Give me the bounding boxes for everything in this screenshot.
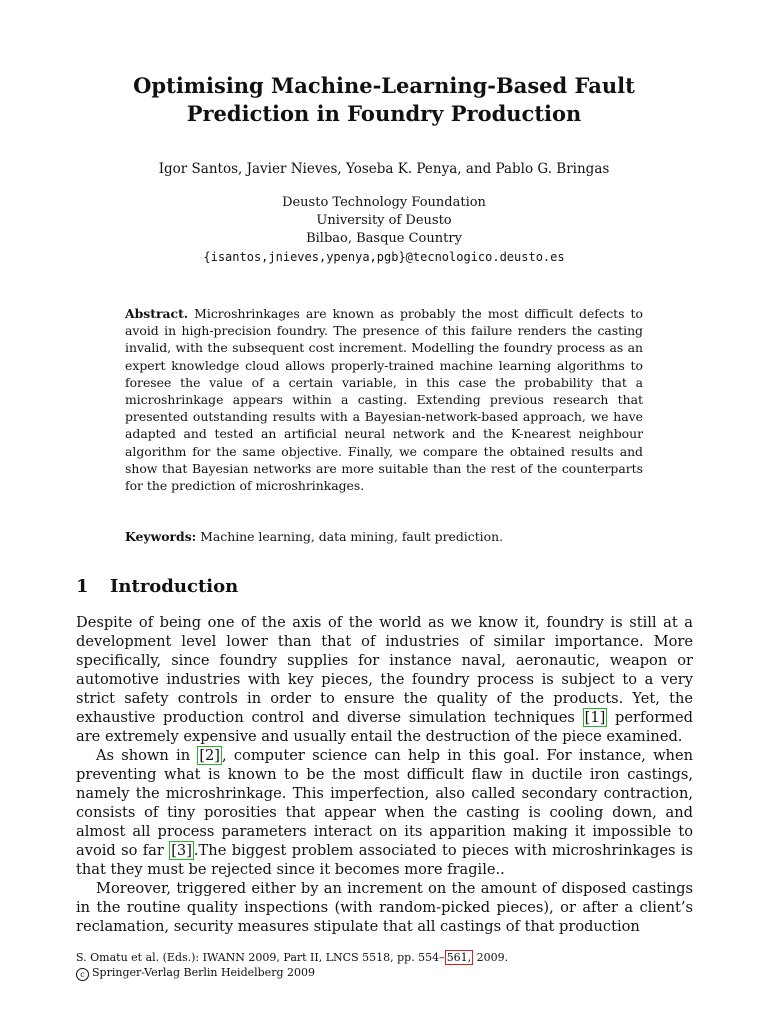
citation-line — [76, 950, 693, 965]
title-line-1: Optimising Machine-Learning-Based Fault — [133, 73, 635, 98]
section-title: Introduction — [110, 576, 239, 597]
page-footer — [76, 950, 693, 981]
citation-text: S. Omatu et al. (Eds.): IWANN 2009, Part II, LNCS 5518, pp. 554– — [76, 951, 445, 964]
paragraph-2 — [76, 746, 693, 879]
author-emails: {isantos,jnieves,ypenya,pgb}@tecnologico.deusto.es — [203, 250, 565, 264]
abstract-text: Microshrinkages are known as probably the most difficult defects to avoid in high-precision foundry. The presence of this failure renders the casting invalid, with the subsequent cost increment. Modelling the foundry process as an expert knowledge cloud allows properly-trained machine learning algorithms to foresee the value of a certain variable, in this case the probability that a microshrinkage appears within a casting. Extending previous research that presented outstanding results with a Bayesian-network-based approach, we have adapted and tested an artificial neural network and the K-nearest neighbour algorithm for the same objective. Finally, we compare the obtained results and show that Bayesian networks are more suitable than the rest of the counterparts for the prediction of microshrinkages. — [125, 306, 643, 494]
paragraph-1-text-a: Despite of being one of the axis of the world as we know it, foundry is still at a development level lower than that of industries of similar importance. More specifically, since foundry supplies for instance naval, aeronautic, weapon or automotive industries with key pieces, the foundry process is subject to a very strict safety controls in order to ensure the quality of the products. Yet, the exhaustive production control and diverse simulation techniques — [76, 614, 693, 726]
abstract-label: Abstract. — [125, 306, 189, 321]
keywords — [125, 529, 643, 544]
affiliation-line-3: Bilbao, Basque Country — [306, 231, 462, 246]
copyright-text: Springer-Verlag Berlin Heidelberg 2009 — [92, 966, 315, 979]
paper-title — [60, 72, 708, 128]
paragraph-1 — [76, 613, 693, 746]
keywords-text: Machine learning, data mining, fault prediction. — [200, 529, 504, 544]
paragraph-2-text-b: , computer science can help in this goal. For instance, when preventing what is known to be the most difficult flaw in ductile iron castings, namely the microshrinkage. This imperfection, also called secondary contraction, consists of tiny porosities that appear when the casting is cooling down, and almost all process parameters interact on its apparition making it impossible to avoid so far — [76, 747, 693, 859]
keywords-label: Keywords: — [125, 529, 197, 544]
copyright-line — [76, 965, 693, 981]
page-range-link[interactable]: 561, — [446, 951, 472, 964]
citation-link-2[interactable]: [2] — [199, 747, 221, 764]
authors: Igor Santos, Javier Nieves, Yoseba K. Penya, and Pablo G. Bringas — [158, 161, 610, 177]
citation-year: 2009. — [473, 951, 509, 964]
title-line-2: Prediction in Foundry Production — [186, 101, 582, 126]
citation-link-1[interactable]: [1] — [584, 709, 606, 726]
abstract — [125, 305, 643, 494]
paragraph-2-text-a: As shown in — [96, 747, 198, 764]
paragraph-3: Moreover, triggered either by an increment on the amount of disposed castings in the routine quality inspections (with random-picked pieces), or after a client’s reclamation, security measures stipulate that all castings of that production — [76, 880, 693, 935]
paragraph-2-text-c: .The biggest problem associated to pieces with microshrinkages is that they must be rejected since it becomes more fragile.. — [76, 842, 694, 878]
section-number: 1 — [76, 576, 89, 597]
body-text — [76, 613, 693, 936]
section-heading — [76, 576, 238, 597]
affiliation-line-2: University of Deusto — [316, 213, 452, 228]
paragraph-1-text-b: performed are extremely expensive and usually entail the destruction of the piece examined. — [76, 709, 693, 745]
copyright-icon: c — [76, 968, 89, 981]
citation-link-3[interactable]: [3] — [171, 842, 192, 859]
affiliation-line-1: Deusto Technology Foundation — [282, 195, 486, 210]
affiliation — [60, 194, 708, 266]
